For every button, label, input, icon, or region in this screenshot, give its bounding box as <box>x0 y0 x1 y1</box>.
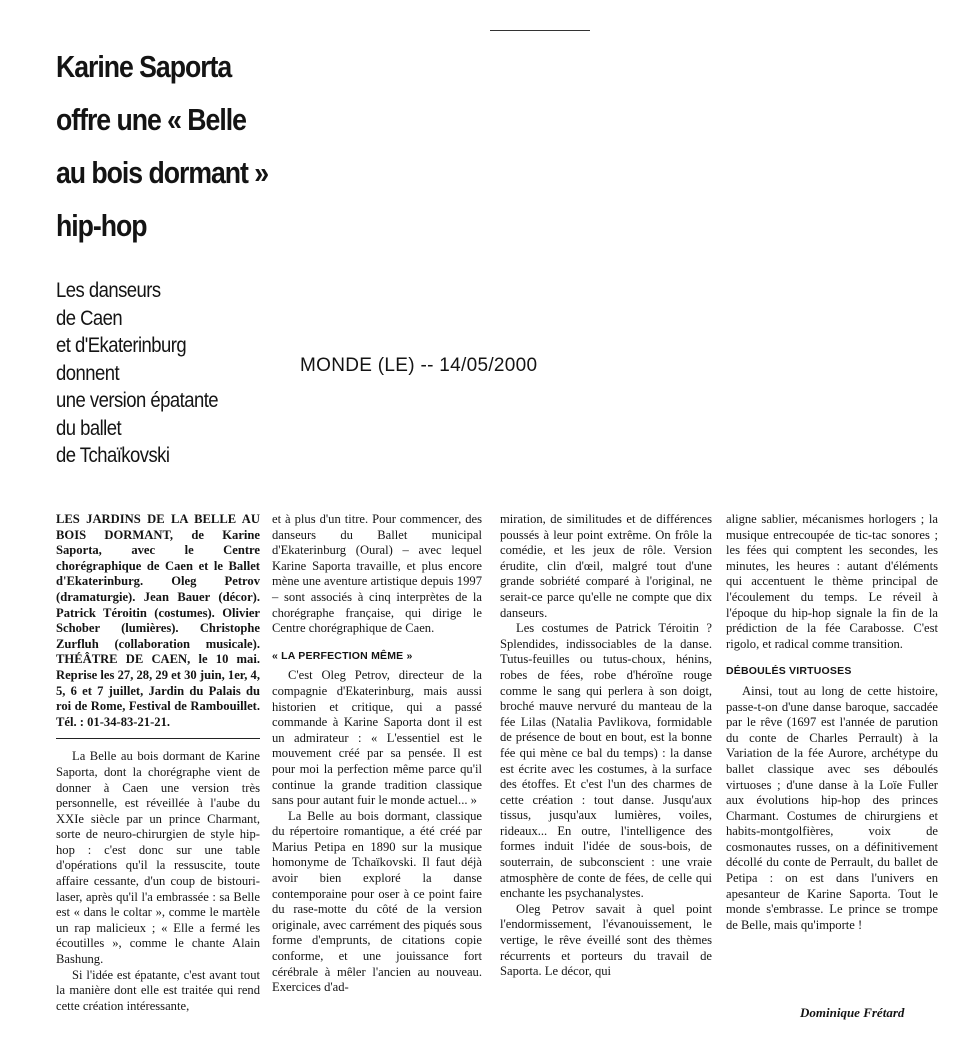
column-1 <box>56 512 260 1014</box>
deck-line: Les danseurs <box>56 279 161 302</box>
paragraph: La Belle au bois dormant de Karine Saporta, dont la chorégraphe vient de donner à Caen une version très personnelle, est réveillée à l'aube du XXIe siècle par un prince Charmant, sorte de neuro-chirurgien de style hip-hop : c'est donc sur une table d'opérations qu'il la ressuscite, toute affaire cessante, d'un coup de bistouri-laser, après qu'il l'a embrassée : sa Belle est « dans le coltar », comme le martèle un rap malicieux ; « Elle a fermé les écoutilles », comme le chante Alain Bashung. <box>56 749 260 967</box>
deck-line: et d'Ekaterinburg <box>56 334 187 357</box>
paragraph: et à plus d'un titre. Pour commencer, des danseurs du Ballet municipal d'Ekaterinburg (Oural) – avec lequel Karine Saporta travaille, et plus encore mène une aventure artistique depuis 1997 – sont associés à cinq interprètes de la chorégraphe française, qui dirige le Centre chorégraphique de Caen. <box>272 512 482 636</box>
paragraph: Si l'idée est épatante, c'est avant tout la manière dont elle est traitée qui rend cette création intéressante, <box>56 967 260 1013</box>
column-4 <box>726 512 938 933</box>
column-3 <box>500 512 712 980</box>
top-rule <box>490 30 590 31</box>
paragraph: miration, de similitudes et de différences poussés à leur point extrême. On frôle la comédie, et les jeux de rôle. Version érudite, clin d'œil, malgré tout d'une grande sobriété comparé à l'original, ne serait-ce parce qu'elle ne compte que dix danseurs. <box>500 512 712 620</box>
source-label: MONDE (LE) -- 14/05/2000 <box>300 355 538 376</box>
headline-line: offre une « Belle <box>56 102 246 137</box>
deck-line: de Caen <box>56 306 123 330</box>
info-divider <box>56 738 260 739</box>
headline-line: au bois dormant » <box>56 155 269 190</box>
paragraph: Oleg Petrov savait à quel point l'endormissement, l'évanouissement, le vertige, le rêve éveillé sont des thèmes récurrents et porteurs du travail de Saporta. Le décor, qui <box>500 901 712 979</box>
paragraph: La Belle au bois dormant, classique du répertoire romantique, a été créé par Marius Petipa en 1890 sur la musique homonyme de Tchaïkovski. Il faut déjà avoir bien exploré la danse contemporaine pour oser à ce point faire du rase-motte du côté de la version originale, avec carrément des piqués sous forme d'emprunts, de citations copie conforme, et une jouissance fort cérébrale à mêler l'ancien au nouveau. Exercices d'ad- <box>272 808 482 995</box>
column-2 <box>272 512 482 996</box>
paragraph: Les costumes de Patrick Téroitin ? Splendides, indissociables de la danse. Tutus-feuilles ou tutus-choux, hénins, robes de fées, robe d'héroïne rouge comme le sang qui perlera à son doigt, broché mauve nervuré du manteau de la fée Lilas (Natalia Pavlikova, formidable de présence de bout en bout, est la bonne fée qui mène ce bal du temps) : la danse est écrite avec les costumes, à la surface des étoffes. Et c'est l'un des charmes de cette création : tout danse. Jusqu'aux tissus, jusqu'aux lumières, voiles, rideaux... En outre, l'intelligence des formes induit l'idée de sous-bois, de souterrain, de subconscient : une vraie atmosphère de conte de fées, de celle qui enchante les psychanalystes. <box>500 621 712 901</box>
paragraph: Ainsi, tout au long de cette histoire, passe-t-on d'une danse baroque, saccadée par le rêve (1697 est l'année de parution du conte de Charles Perrault) à la Variation de la fée Aurore, archétype du ballet classique avec ses déboulés virtuoses ; d'une danse à la Loïe Fuller aux évolutions hip-hop des princes Charmant. Costumes de chirurgiens et habits-montgolfières, voix de cosmonautes russes, on a définitivement décollé du conte de Perrault, du ballet de Petipa : on est dans l'univers en apesanteur de Karine Saporta. Tout le monde s'embrasse. Le prince se trompe de Belle, mais qu'importe ! <box>726 683 938 932</box>
paragraph: C'est Oleg Petrov, directeur de la compagnie d'Ekaterinburg, mais aussi historien et critique, qui a passé commande à Karine Saporta dont il est un admirateur : « L'essentiel est le mouvement créé par sa pensée. Il est pour moi la perfection même parce qu'il continue la grande tradition classique sans pour autant fuir le monde actuel... » <box>272 668 482 808</box>
headline-line: Karine Saporta <box>56 49 232 84</box>
deck <box>56 277 285 470</box>
info-box: LES JARDINS DE LA BELLE AU BOIS DORMANT, de Karine Saporta, avec le Centre chorégraphique de Caen et le Ballet d'Ekaterinburg. Oleg Petrov (dramaturgie). Jean Bauer (décor). Patrick Téroitin (costumes). Olivier Schober (lumières). Christophe Zurfluh (collaboration musicale). THÉÂTRE DE CAEN, le 10 mai. Reprise les 27, 28, 29 et 30 juin, 1er, 4, 5, 6 et 7 juillet, Jardin du Palais du roi de Rome, Festival de Rambouillet. Tél. : 01-34-83-21-21. <box>56 512 260 729</box>
paragraph: aligne sablier, mécanismes horlogers ; la musique entrecoupée de tic-tac sonores ; les fées qui comptent les secondes, les minutes, les heures : autant d'éléments qui accentuent le thème principal de l'écoulement du temps. Le réveil à l'époque du hip-hop signale la fin de la prédiction de la fée Carabosse. C'est rigolo, et radical comme transition. <box>726 512 938 651</box>
intertitle: « LA PERFECTION MÊME » <box>272 649 413 662</box>
intertitle: DÉBOULÉS VIRTUOSES <box>726 665 852 678</box>
deck-line: de Tchaïkovski <box>56 444 170 467</box>
author-signature: Dominique Frétard <box>800 1005 905 1020</box>
deck-line: donnent <box>56 361 120 385</box>
headline-line: hip-hop <box>56 208 147 243</box>
deck-line: du ballet <box>56 416 122 440</box>
deck-line: une version épatante <box>56 389 219 412</box>
headline <box>56 40 288 252</box>
